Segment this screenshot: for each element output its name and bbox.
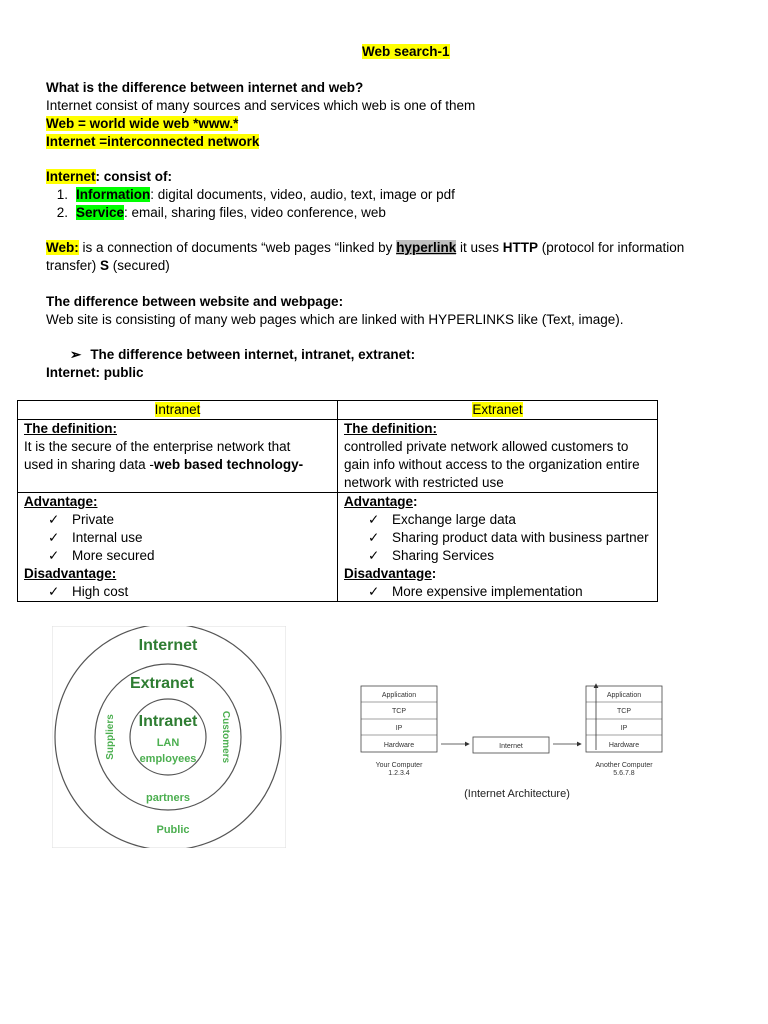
comparison-table <box>17 400 658 602</box>
left-caption: Your Computer <box>375 762 423 769</box>
left-caption-ip: 1.2.3.4 <box>388 770 410 777</box>
answer-website: Web site is consisting of many web pages which are linked with HYPERLINKS like (Text, image). <box>46 312 624 327</box>
intranet-ring-label: Intranet <box>138 713 198 730</box>
check-icon: ✓ <box>48 584 60 599</box>
web-definition: Web: is a connection of documents “web pages “linked by hyperlink it uses HTTP (protocol for information <box>46 240 685 255</box>
employees-label: employees <box>139 753 197 765</box>
information-term: Information <box>76 187 151 202</box>
check-icon: ✓ <box>48 548 60 563</box>
check-icon: ✓ <box>368 512 380 527</box>
answer-line-1: Internet consist of many sources and services which web is one of them <box>46 98 476 113</box>
page-title: Web search-1 <box>362 44 450 59</box>
internet-ring-label: Internet <box>138 637 198 654</box>
customers-label: Customers <box>220 710 231 764</box>
layer-label: IP <box>395 725 403 732</box>
web-label: Web: <box>46 240 79 255</box>
right-caption-ip: 5.6.7.8 <box>613 770 635 777</box>
layer-label: IP <box>620 725 628 732</box>
list-item: 2. Service: email, sharing files, video conference, web <box>56 205 386 220</box>
right-caption: Another Computer <box>595 762 653 769</box>
layer-label: Hardware <box>383 742 415 749</box>
list-item: ✓ Exchange large data <box>368 512 516 527</box>
web-definition-highlight: Web = world wide web *www.* <box>46 116 239 131</box>
intranet-advantages-cell: Advantage: ✓ Private ✓ Internal use ✓ More secured Disadvantage: ✓ High cost <box>18 493 338 602</box>
list-item: ✓ Sharing product data with business partner <box>368 530 649 545</box>
internet-public: Internet: public <box>46 365 144 380</box>
hyperlink-term: hyperlink <box>396 240 457 255</box>
layer-label: Application <box>606 692 642 699</box>
list-item: ✓ Internal use <box>48 530 143 545</box>
extranet-header-cell: Extranet <box>338 401 658 420</box>
layer-label: Hardware <box>608 742 640 749</box>
internet-label: Internet <box>46 169 96 184</box>
internet-extranet-intranet-diagram <box>52 626 286 848</box>
public-label: Public <box>156 824 190 836</box>
check-icon: ✓ <box>48 530 60 545</box>
partners-label: partners <box>145 792 191 804</box>
service-term: Service <box>76 205 125 220</box>
internet-definition-highlight: Internet =interconnected network <box>46 134 260 149</box>
question-intranet-extranet: ➢ The difference between internet, intranet, extranet: <box>70 347 416 362</box>
layer-label: Application <box>381 692 417 699</box>
extranet-ring-label: Extranet <box>129 675 195 692</box>
extranet-advantages-cell: Advantage: ✓ Exchange large data ✓ Sharing product data with business partner ✓ Sharing Services Disadvantage: ✓ More expensive implementation <box>338 493 658 602</box>
layer-label: TCP <box>617 708 631 715</box>
list-item: 1. Information: digital documents, video, audio, text, image or pdf <box>56 187 455 202</box>
lan-label: LAN <box>156 737 180 749</box>
check-icon: ✓ <box>368 548 380 563</box>
check-icon: ✓ <box>368 584 380 599</box>
intranet-header-cell: Intranet <box>18 401 338 420</box>
list-item: ✓ More expensive implementation <box>368 584 583 599</box>
consist-suffix: : consist of: <box>95 169 173 184</box>
internet-consist-heading <box>46 169 172 184</box>
list-item: ✓ High cost <box>48 584 129 599</box>
internet-box-label: Internet <box>499 743 523 750</box>
left-protocol-stack <box>361 686 437 752</box>
internet-architecture-diagram <box>355 680 675 805</box>
list-item: ✓ More secured <box>48 548 155 563</box>
extranet-definition-cell: The definition: controlled private network allowed customers to gain info without access to the organization entire network with restricted use <box>338 420 658 493</box>
list-item: ✓ Sharing Services <box>368 548 495 563</box>
arrow-bullet-icon: ➢ <box>70 347 82 362</box>
list-item: ✓ Private <box>48 512 115 527</box>
check-icon: ✓ <box>368 530 380 545</box>
right-protocol-stack <box>586 684 662 752</box>
check-icon: ✓ <box>48 512 60 527</box>
architecture-title: (Internet Architecture) <box>464 788 570 800</box>
question-website-vs-webpage: The difference between website and webpage: <box>46 294 344 309</box>
intranet-definition-cell: The definition: It is the secure of the enterprise network that used in sharing data -web based technology- <box>18 420 338 493</box>
layer-label: TCP <box>392 708 406 715</box>
suppliers-label: Suppliers <box>105 714 116 760</box>
question-internet-vs-web: What is the difference between internet and web? <box>46 80 364 95</box>
